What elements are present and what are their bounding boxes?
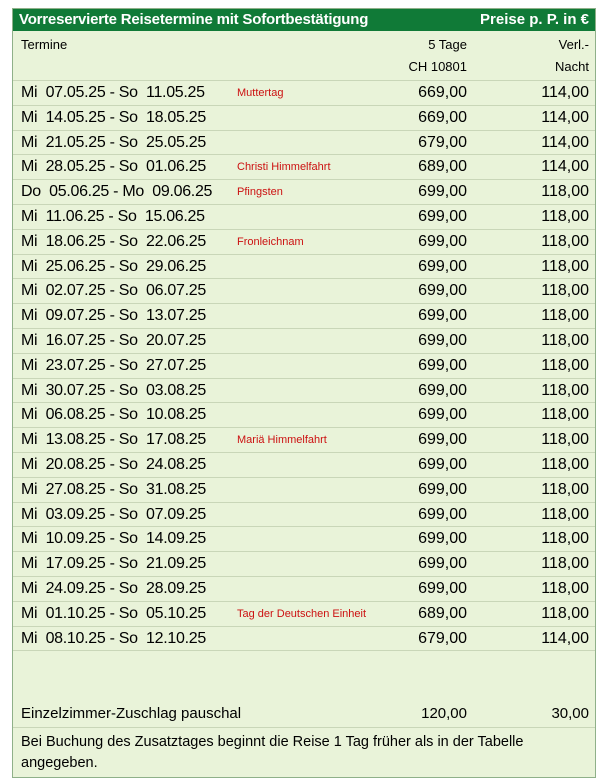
row-extra-night: 118,00 xyxy=(541,257,589,275)
row-extra-night: 118,00 xyxy=(541,232,589,250)
surcharge-price: 120,00 xyxy=(421,705,467,722)
row-price: 699,00 xyxy=(418,307,467,325)
table-row xyxy=(13,179,595,204)
row-price: 699,00 xyxy=(418,406,467,424)
row-price: 689,00 xyxy=(418,604,467,622)
table-title: Vorreservierte Reisetermine mit Sofortbestätigung xyxy=(19,11,369,28)
row-note: Pfingsten xyxy=(237,186,283,199)
row-price: 699,00 xyxy=(418,530,467,548)
row-note: Fronleichnam xyxy=(237,235,304,248)
row-note: Tag der Deutschen Einheit xyxy=(237,607,367,620)
table-row xyxy=(13,278,595,303)
row-date: Mi 09.07.25 - So 13.07.25 xyxy=(21,307,206,325)
row-extra-night: 118,00 xyxy=(541,455,589,473)
table-row xyxy=(13,626,595,652)
table-row xyxy=(13,254,595,279)
row-date: Do 05.06.25 - Mo 09.06.25 xyxy=(21,183,213,201)
row-price: 699,00 xyxy=(418,431,467,449)
row-price: 689,00 xyxy=(418,158,467,176)
row-extra-night: 118,00 xyxy=(541,356,589,374)
row-extra-night: 114,00 xyxy=(541,629,589,647)
row-price: 679,00 xyxy=(418,133,467,151)
row-note: Mariä Himmelfahrt xyxy=(237,434,327,447)
row-date: Mi 11.06.25 - So 15.06.25 xyxy=(21,207,205,225)
row-note: Christi Himmelfahrt xyxy=(237,161,331,174)
table-row xyxy=(13,328,595,353)
header-termine: Termine xyxy=(21,37,68,52)
table-row xyxy=(13,130,595,155)
row-price: 669,00 xyxy=(418,108,467,126)
table-row xyxy=(13,526,595,551)
row-price: 699,00 xyxy=(418,356,467,374)
row-date: Mi 03.09.25 - So 07.09.25 xyxy=(21,505,206,523)
table-title-bar xyxy=(13,9,595,31)
row-date: Mi 25.06.25 - So 29.06.25 xyxy=(21,257,206,275)
row-date: Mi 23.07.25 - So 27.07.25 xyxy=(21,356,206,374)
row-extra-night: 118,00 xyxy=(541,183,589,201)
header-col1-line2: CH 10801 xyxy=(408,59,467,74)
row-date: Mi 07.05.25 - So 11.05.25 xyxy=(21,84,205,101)
row-price: 699,00 xyxy=(418,555,467,573)
row-date: Mi 20.08.25 - So 24.08.25 xyxy=(21,455,206,473)
row-extra-night: 118,00 xyxy=(541,431,589,449)
footnote xyxy=(13,727,595,778)
row-extra-night: 114,00 xyxy=(541,84,589,101)
table-row xyxy=(13,427,595,452)
table-row xyxy=(13,353,595,378)
row-price: 699,00 xyxy=(418,282,467,300)
table-row xyxy=(13,204,595,229)
table-row xyxy=(13,477,595,502)
header-col1-line1: 5 Tage xyxy=(428,37,467,52)
row-price: 699,00 xyxy=(418,232,467,250)
row-date: Mi 17.09.25 - So 21.09.25 xyxy=(21,555,206,573)
row-price: 699,00 xyxy=(418,183,467,201)
surcharge-extra: 30,00 xyxy=(551,705,589,722)
header-col2-line1: Verl.- xyxy=(558,37,589,52)
row-note: Muttertag xyxy=(237,87,284,99)
row-price: 669,00 xyxy=(418,84,467,101)
row-price: 699,00 xyxy=(418,579,467,597)
row-extra-night: 118,00 xyxy=(541,555,589,573)
surcharge-row xyxy=(13,703,595,725)
surcharge-label: Einzelzimmer-Zuschlag pauschal xyxy=(21,705,242,722)
price-table xyxy=(12,8,596,778)
row-price: 699,00 xyxy=(418,257,467,275)
row-price: 699,00 xyxy=(418,505,467,523)
row-date: Mi 30.07.25 - So 03.08.25 xyxy=(21,381,206,399)
row-date: Mi 14.05.25 - So 18.05.25 xyxy=(21,108,206,126)
row-extra-night: 118,00 xyxy=(541,604,589,622)
row-extra-night: 118,00 xyxy=(541,331,589,349)
table-row xyxy=(13,402,595,427)
row-extra-night: 114,00 xyxy=(541,158,589,176)
row-price: 699,00 xyxy=(418,381,467,399)
row-price: 699,00 xyxy=(418,331,467,349)
row-date: Mi 18.06.25 - So 22.06.25 xyxy=(21,232,206,250)
table-row xyxy=(13,378,595,403)
row-extra-night: 118,00 xyxy=(541,480,589,498)
row-extra-night: 118,00 xyxy=(541,530,589,548)
row-extra-night: 118,00 xyxy=(541,505,589,523)
row-date: Mi 28.05.25 - So 01.06.25 xyxy=(21,158,206,176)
row-date: Mi 21.05.25 - So 25.05.25 xyxy=(21,133,206,151)
table-row xyxy=(13,154,595,179)
row-date: Mi 10.09.25 - So 14.09.25 xyxy=(21,530,206,548)
table-row xyxy=(13,229,595,254)
row-date: Mi 16.07.25 - So 20.07.25 xyxy=(21,331,206,349)
row-price: 699,00 xyxy=(418,207,467,225)
row-date: Mi 24.09.25 - So 28.09.25 xyxy=(21,579,206,597)
table-row xyxy=(13,551,595,576)
price-note: Preise p. P. in € xyxy=(480,11,589,28)
row-extra-night: 118,00 xyxy=(541,207,589,225)
table-row xyxy=(13,601,595,626)
table-header xyxy=(13,33,595,79)
table-row xyxy=(13,80,595,105)
table-row xyxy=(13,502,595,527)
row-price: 699,00 xyxy=(418,480,467,498)
table-row xyxy=(13,576,595,601)
row-extra-night: 118,00 xyxy=(541,307,589,325)
row-date: Mi 13.08.25 - So 17.08.25 xyxy=(21,431,206,449)
header-col2-line2: Nacht xyxy=(555,59,589,74)
row-extra-night: 114,00 xyxy=(541,133,589,151)
row-price: 679,00 xyxy=(418,629,467,647)
table-row xyxy=(13,105,595,130)
row-date: Mi 01.10.25 - So 05.10.25 xyxy=(21,604,206,622)
row-extra-night: 118,00 xyxy=(541,381,589,399)
row-date: Mi 02.07.25 - So 06.07.25 xyxy=(21,282,206,300)
date-rows xyxy=(13,80,595,651)
row-price: 699,00 xyxy=(418,455,467,473)
table-row xyxy=(13,303,595,328)
row-date: Mi 27.08.25 - So 31.08.25 xyxy=(21,480,206,498)
table-row xyxy=(13,452,595,477)
row-extra-night: 118,00 xyxy=(541,406,589,424)
row-extra-night: 118,00 xyxy=(541,282,589,300)
row-extra-night: 118,00 xyxy=(541,579,589,597)
footnote-text: Bei Buchung des Zusatztages beginnt die Reise 1 Tag früher als in der Tabelle angegeben. xyxy=(21,734,524,771)
row-date: Mi 08.10.25 - So 12.10.25 xyxy=(21,629,206,647)
row-date: Mi 06.08.25 - So 10.08.25 xyxy=(21,406,206,424)
row-extra-night: 114,00 xyxy=(541,108,589,126)
